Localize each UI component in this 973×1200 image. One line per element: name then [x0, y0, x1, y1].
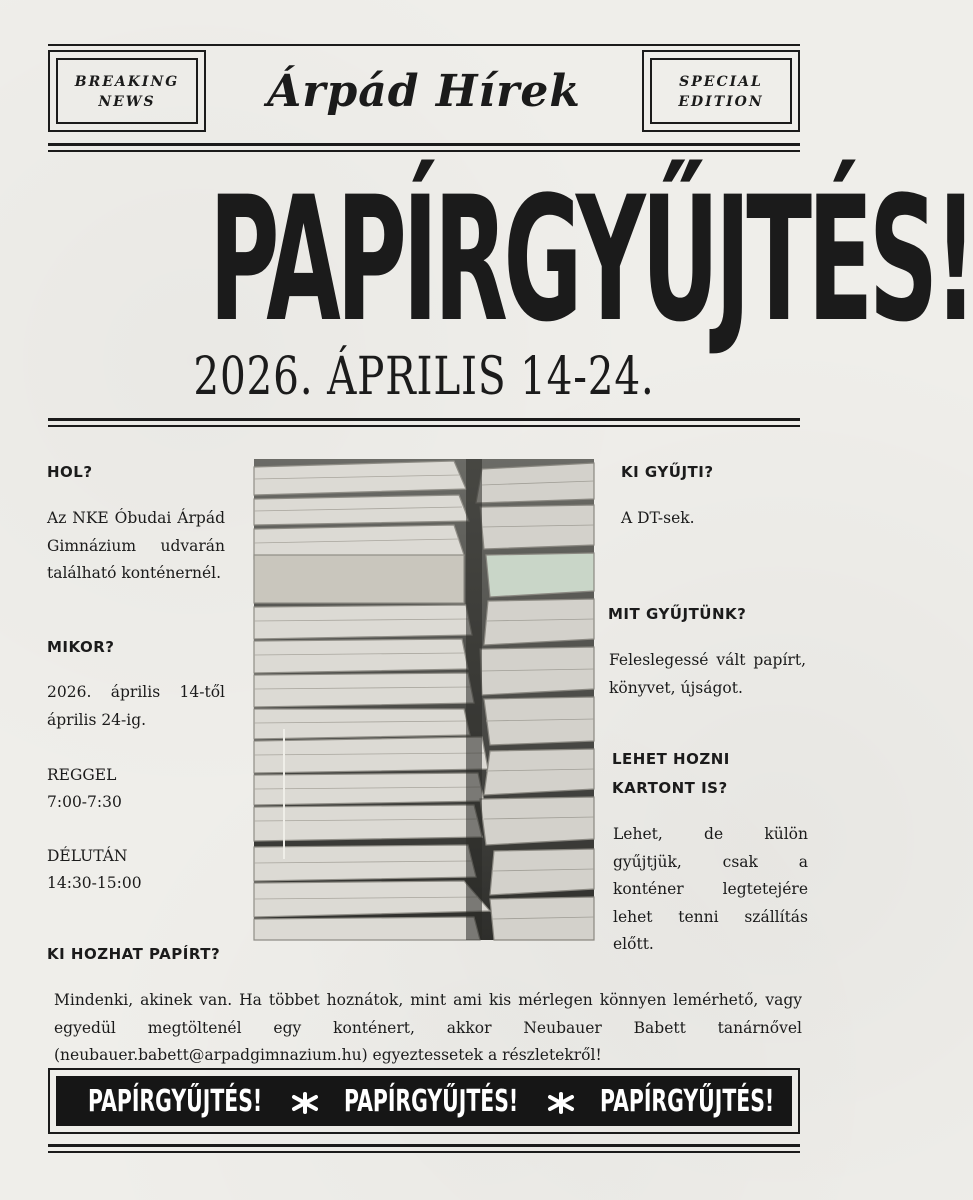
morning-time: 7:00-7:30: [47, 793, 122, 811]
special-edition-label: SPECIAL EDITION: [678, 74, 764, 110]
who-collects-text: A DT-sek.: [621, 509, 695, 527]
what-heading: MIT GYŰJTÜNK?: [608, 605, 747, 623]
banner-text-2: PAPÍRGYŰJTÉS!: [344, 1084, 519, 1119]
special-edition-box: [642, 50, 800, 132]
where-heading: HOL?: [47, 463, 93, 481]
what-text: Feleslegessé vált papírt, könyvet, újságot.: [609, 651, 806, 697]
headline: PAPÍRGYŰJTÉS!: [208, 159, 973, 360]
banner-text-3: PAPÍRGYŰJTÉS!: [600, 1084, 775, 1119]
asterisk-icon: [290, 1092, 320, 1114]
paper-stack-illustration: [254, 459, 594, 940]
paper-stack-photo: [254, 459, 594, 940]
date-rule-thin: [48, 425, 800, 427]
who-collects-heading: KI GYŰJTI?: [621, 463, 714, 481]
masthead-title: Árpád Hírek: [267, 66, 581, 117]
who-brings-heading: KI HOZHAT PAPÍRT?: [47, 945, 221, 963]
when-text: 2026. április 14-től április 24-ig.: [47, 683, 225, 729]
afternoon-label: DÉLUTÁN: [47, 847, 128, 865]
bottom-rule-thick: [48, 1144, 800, 1147]
banner-text-1: PAPÍRGYŰJTÉS!: [88, 1084, 263, 1119]
header-rule-thick: [48, 143, 800, 146]
when-heading: MIKOR?: [47, 638, 115, 656]
breaking-news-box: [48, 50, 206, 132]
banner-bar: [56, 1076, 792, 1126]
carton-heading-line1: LEHET HOZNI: [612, 750, 730, 768]
event-date: 2026. ÁPRILIS 14-24.: [193, 347, 655, 407]
bottom-banner: [48, 1068, 800, 1134]
bottom-text: Mindenki, akinek van. Ha többet hoznátok, mint ami kis mérlegen könnyen lemérhető, vagy egyedül megtöltenél egy konténert, akkor Neubauer Babett tanárnővel (neubauer.babett@arpadgimnazium.hu) egyeztessetek a részletekről!: [54, 991, 802, 1064]
header-rule-thin: [48, 150, 800, 152]
carton-heading-line2: KARTONT IS?: [612, 779, 728, 797]
morning-label: REGGEL: [47, 766, 117, 784]
date-rule-thick: [48, 418, 800, 421]
top-rule: [48, 44, 800, 46]
breaking-news-label: BREAKING NEWS: [74, 74, 180, 110]
bottom-rule-thin: [48, 1151, 800, 1153]
where-text: Az NKE Óbudai Árpád Gimnázium udvarán található konténernél.: [47, 509, 225, 582]
asterisk-icon: [546, 1092, 576, 1114]
afternoon-time: 14:30-15:00: [47, 874, 142, 892]
carton-text: Lehet, de külön gyűjtjük, csak a konténer legtetejére lehet tenni szállítás előtt.: [613, 825, 808, 953]
